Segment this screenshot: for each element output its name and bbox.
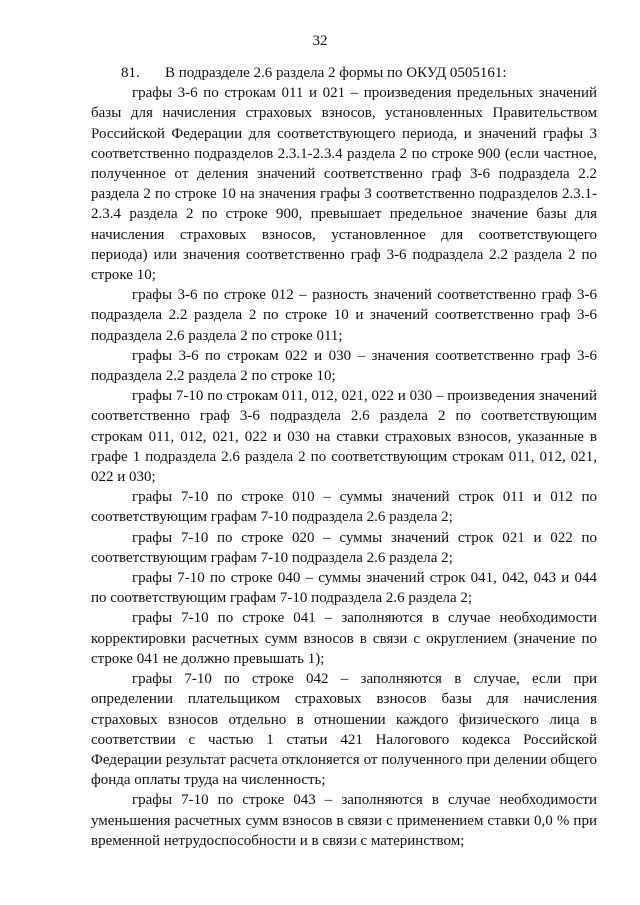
paragraph: графы 3-6 по строкам 011 и 021 – произведения предельных значений базы для начисления страховых взносов, установленных Правительством Российской Федерации для соответствующего периода, и значений графы 3 соответственно подразделов 2.3.1-2.3.4 раздела 2 по строке 900 (если частное, полученное от деления значений соответственно граф 3-6 подраздела 2.2 раздела 2 по строке 10 на значения графы 3 соответственно подразделов 2.3.1-2.3.4 раздела 2 по строке 900, превышает предельное значение базы для начисления страховых взносов, установленное для соответствующего периода) или значения соответственно граф 3-6 подраздела 2.2 раздела 2 по строке 10;: [91, 85, 597, 284]
paragraph: графы 7-10 по строке 043 – заполняются в случае необходимости уменьшения расчетных сумм взносов в связи с применением ставки 0,0 % при временной нетрудоспособности и в связи с материнством;: [91, 792, 597, 849]
item-number: 81.: [121, 65, 140, 81]
document-body: [91, 63, 597, 851]
paragraph: графы 7-10 по строке 042 – заполняются в случае, если при определении плательщиком страховых взносов базы для начисления страховых взносов отдельно в отношении каждого физического лица в соответствии с частью 1 статьи 421 Налогового кодекса Российской Федерации результат расчета отклоняется от полученного при делении общего фонда оплаты труда на численность;: [91, 671, 597, 789]
item-heading: В подразделе 2.6 раздела 2 формы по ОКУД 0505161:: [165, 65, 507, 81]
list-item-heading: [91, 63, 597, 83]
paragraph: графы 3-6 по строкам 022 и 030 – значения соответственно граф 3-6 подраздела 2.2 раздела 2 по строке 10;: [91, 347, 597, 385]
paragraph: графы 7-10 по строкам 011, 012, 021, 022 и 030 – произведения значений соответственно граф 3-6 подраздела 2.6 раздела 2 по соответствующим строкам 011, 012, 021, 022 и 030 на ставки страховых взносов, указанные в графе 1 подраздела 2.6 раздела 2 по соответствующим строкам 011, 012, 021, 022 и 030;: [91, 388, 597, 486]
paragraph: графы 7-10 по строке 020 – суммы значений строк 021 и 022 по соответствующим графам 7-10 подраздела 2.6 раздела 2;: [91, 529, 597, 566]
paragraph: графы 7-10 по строке 040 – суммы значений строк 041, 042, 043 и 044 по соответствующим графам 7-10 подраздела 2.6 раздела 2;: [91, 570, 597, 607]
paragraph: графы 7-10 по строке 041 – заполняются в случае необходимости корректировки расчетных сумм взносов в связи с округлением (значение по строке 041 не должно превышать 1);: [91, 610, 597, 667]
paragraph: графы 7-10 по строке 010 – суммы значений строк 011 и 012 по соответствующим графам 7-10 подраздела 2.6 раздела 2;: [91, 489, 597, 526]
page-number: 32: [312, 33, 328, 49]
paragraph: графы 3-6 по строке 012 – разность значений соответственно граф 3-6 подраздела 2.2 раздела 2 по строке 10 и значений соответственно граф 3-6 подраздела 2.6 раздела 2 по строке 011;: [91, 287, 597, 344]
